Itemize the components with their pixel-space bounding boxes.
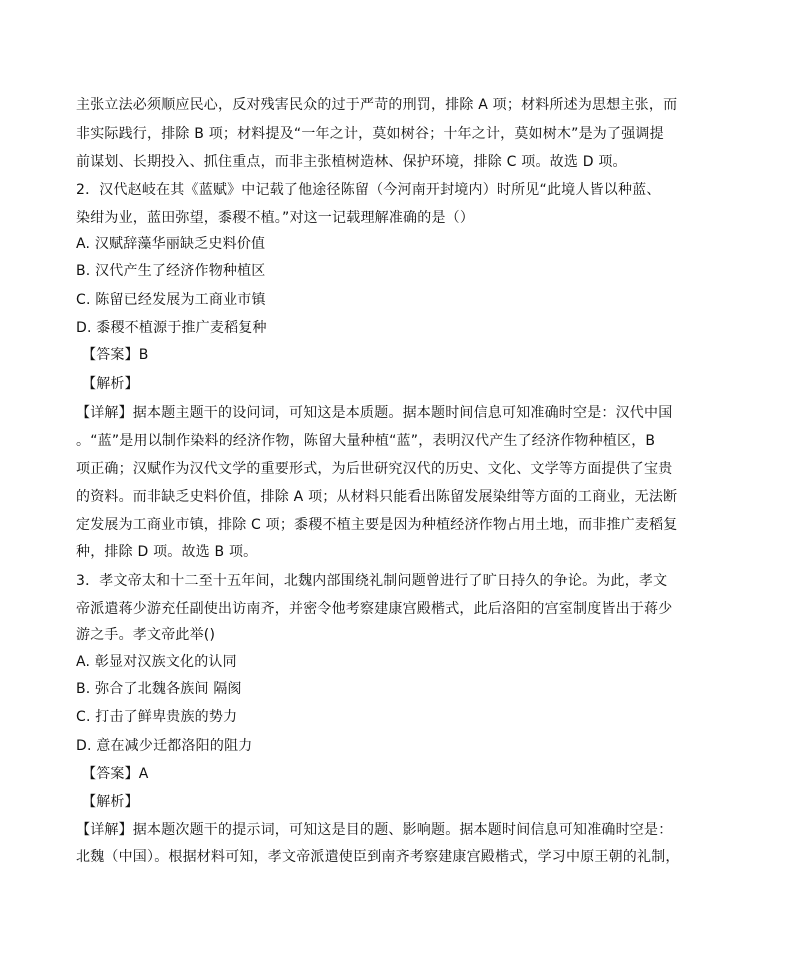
q2-detail-line-2: 。“蓝”是用以制作染料的经济作物，陈留大量种植“蓝”，表明汉代产生了经济作物种植区，B xyxy=(76,433,656,449)
q3-option-d: D. 意在减少迁都洛阳的阻力 xyxy=(76,738,253,754)
q2-detail-line-4: 的资料。而非缺乏史料价值，排除 A 项；从材料只能看出陈留发展染绀等方面的工商业，无法断 xyxy=(76,489,678,505)
q2-detail-line-1: 【详解】据本题主题干的设问词，可知这是本质题。据本题时间信息可知准确时空是：汉代中国 xyxy=(76,405,673,421)
q2-stem-line-1: 2．汉代赵岐在其《蓝赋》中记载了他途径陈留（今河南开封境内）时所见“此境人皆以种蓝、 xyxy=(76,182,661,198)
q3-analysis-label: 【解析】 xyxy=(82,794,139,810)
q2-analysis-label: 【解析】 xyxy=(82,376,139,392)
q3-option-b: B. 弥合了北魏各族间 隔阂 xyxy=(76,681,242,697)
q2-option-d: D. 黍稷不植源于推广麦稻复种 xyxy=(76,320,267,336)
q3-answer: 【答案】A xyxy=(82,766,149,782)
q1-explanation-line-3: 前谋划、长期投入、抓住重点，而非主张植树造林、保护环境，排除 C 项。故选 D 项。 xyxy=(76,154,627,170)
q1-explanation-line-1: 主张立法必须顺应民心，反对残害民众的过于严苛的刑罚，排除 A 项；材料所述为思想主张，而 xyxy=(76,97,678,113)
q2-option-a: A. 汉赋辞藻华丽缺乏史料价值 xyxy=(76,236,266,252)
q3-stem-line-3: 游之手。孝文帝此举() xyxy=(76,627,216,643)
q2-detail-line-6: 种，排除 D 项。故选 B 项。 xyxy=(76,544,258,560)
q3-detail-line-1: 【详解】据本题次题干的提示词，可知这是目的题、影响题。据本题时间信息可知准确时空是： xyxy=(76,822,673,838)
q3-stem-line-1: 3．孝文帝太和十二至十五年间，北魏内部围绕礼制问题曾进行了旷日持久的争论。为此，孝文 xyxy=(76,573,668,589)
q2-stem-line-2: 染绀为业，蓝田弥望，黍稷不植。”对这一记载理解准确的是（） xyxy=(76,210,475,226)
q2-detail-line-5: 定发展为工商业市镇，排除 C 项；黍稷不植主要是因为种植经济作物占用土地，而非推广麦稻复 xyxy=(76,517,678,533)
q3-stem-line-2: 帝派遣蒋少游充任副使出访南齐，并密令他考察建康宫殿楷式，此后洛阳的宫室制度皆出于蒋少 xyxy=(76,601,673,617)
q2-answer: 【答案】B xyxy=(82,347,149,363)
q3-option-c: C. 打击了鲜卑贵族的势力 xyxy=(76,709,238,725)
q3-detail-line-2: 北魏（中国）。根据材料可知，孝文帝派遣使臣到南齐考察建康宫殿楷式，学习中原王朝的礼制， xyxy=(76,849,680,865)
q2-option-c: C. 陈留已经发展为工商业市镇 xyxy=(76,292,266,308)
q2-detail-line-3: 项正确；汉赋作为汉代文学的重要形式，为后世研究汉代的历史、文化、文学等方面提供了宝贵 xyxy=(76,461,673,477)
q2-option-b: B. 汉代产生了经济作物种植区 xyxy=(76,263,266,279)
q3-option-a: A. 彰显对汉族文化的认同 xyxy=(76,654,237,670)
q1-explanation-line-2: 非实际践行，排除 B 项；材料提及“一年之计，莫如树谷；十年之计，莫如树木”是为了强调提 xyxy=(76,126,664,142)
